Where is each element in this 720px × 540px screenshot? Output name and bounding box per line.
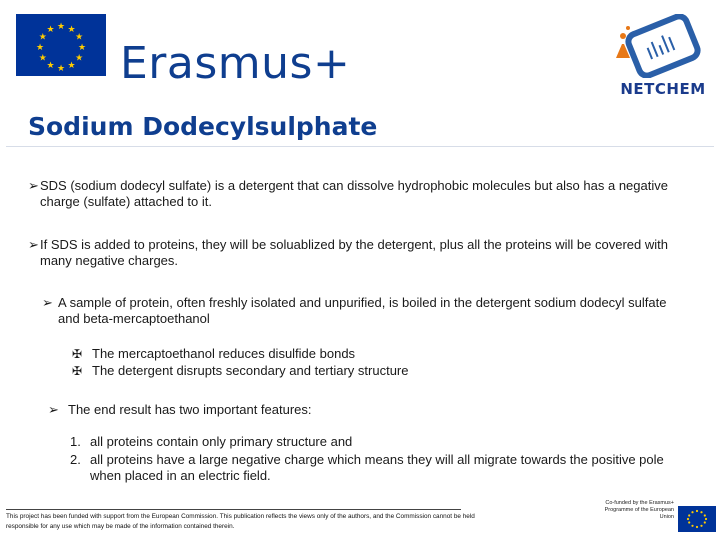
bullet-text: A sample of protein, often freshly isolated and unpurified, is boiled in the detergent sodium dodecyl sulfate and beta-mercaptoethanol bbox=[58, 295, 667, 326]
bullet-item bbox=[28, 237, 693, 269]
title-divider bbox=[6, 146, 714, 147]
sub-bullet-text: The mercaptoethanol reduces disulfide bonds bbox=[92, 346, 356, 361]
arrow-bullet-icon: ➢ bbox=[28, 178, 39, 193]
svg-text:★: ★ bbox=[75, 53, 84, 64]
svg-text:★: ★ bbox=[77, 43, 87, 53]
arrow-bullet-icon: ➢ bbox=[28, 237, 39, 252]
eu-flag-logo bbox=[16, 14, 106, 76]
svg-text:★: ★ bbox=[38, 32, 47, 43]
svg-text:★: ★ bbox=[56, 22, 66, 32]
numbered-item bbox=[70, 434, 690, 450]
svg-text:★: ★ bbox=[38, 53, 47, 64]
list-number: 2. bbox=[70, 452, 81, 467]
sub-bullet-icon: ✠ bbox=[72, 347, 83, 361]
bullet-text: The end result has two important features: bbox=[68, 402, 312, 417]
bullet-text: SDS (sodium dodecyl sulfate) is a detergent that can dissolve hydrophobic molecules but also has a negative charge (sulfate) attached to it. bbox=[40, 178, 668, 209]
cofunded-text: Co-funded by the Erasmus+ Programme of the European Union bbox=[604, 500, 674, 520]
arrow-bullet-icon: ➢ bbox=[42, 295, 53, 310]
svg-text:★: ★ bbox=[35, 43, 45, 53]
svg-text:★: ★ bbox=[46, 24, 55, 35]
sub-bullet-item bbox=[72, 345, 355, 363]
sub-bullet-item bbox=[72, 362, 409, 380]
bullet-text: If SDS is added to proteins, they will be soluablized by the detergent, plus all the proteins will be covered with many negative charges. bbox=[40, 237, 668, 268]
bullet-item bbox=[28, 178, 688, 210]
sub-bullet-text: The detergent disrupts secondary and tertiary structure bbox=[92, 363, 409, 378]
bullet-item bbox=[48, 402, 668, 418]
eu-flag-small-icon bbox=[678, 506, 716, 532]
netchem-logo bbox=[612, 14, 708, 78]
footer-disclaimer: This project has been funded with support from the European Commission. This publication reflects the views only of the authors, and the Commission cannot be held responsible for any use which may be made of the information contained therein. bbox=[6, 513, 475, 530]
numbered-text: all proteins contain only primary structure and bbox=[90, 434, 353, 449]
svg-text:★: ★ bbox=[67, 61, 76, 72]
bullet-item bbox=[42, 295, 682, 327]
netchem-logo-text: NETCHEM bbox=[620, 80, 706, 98]
sub-bullet-icon: ✠ bbox=[72, 364, 83, 378]
arrow-bullet-icon: ➢ bbox=[48, 402, 59, 417]
svg-text:★: ★ bbox=[67, 24, 76, 35]
list-number: 1. bbox=[70, 434, 81, 449]
cofunded-logo bbox=[600, 500, 718, 538]
svg-text:★: ★ bbox=[56, 64, 66, 74]
numbered-item bbox=[70, 452, 690, 484]
footer-divider bbox=[6, 509, 461, 510]
numbered-text: all proteins have a large negative charge which means they will all migrate towards the positive pole when placed in an electric field. bbox=[90, 452, 664, 483]
svg-text:★: ★ bbox=[46, 61, 55, 72]
slide-title: Sodium Dodecylsulphate bbox=[28, 112, 378, 141]
svg-text:★: ★ bbox=[75, 32, 84, 43]
erasmus-plus-wordmark: Erasmus+ bbox=[120, 38, 351, 89]
